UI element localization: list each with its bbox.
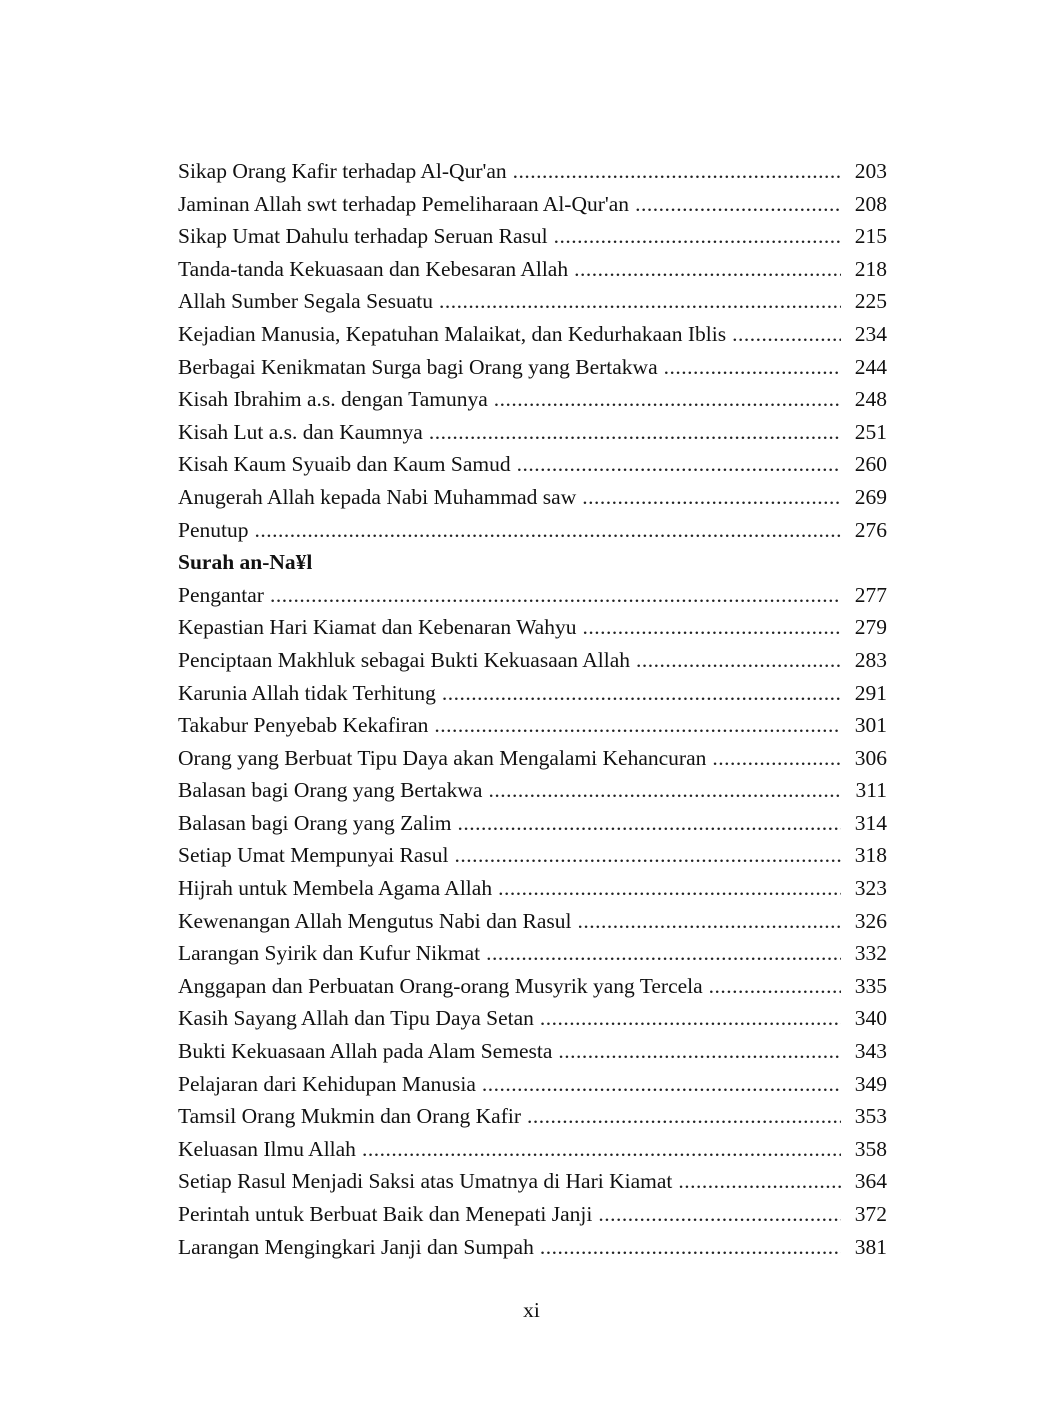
dot-leader [574,253,841,286]
toc-entry[interactable] [178,1133,887,1166]
toc-entry-page: 314 [854,810,887,835]
toc-entry[interactable] [178,1165,887,1198]
toc-entry-title: Jaminan Allah swt terhadap Pemeliharaan Al-Qur'an [178,191,630,216]
toc-entry-title: Perintah untuk Berbuat Baik dan Menepati Janji [178,1202,593,1226]
toc-entry[interactable] [178,742,887,775]
toc-entry-title: Kasih Sayang Allah dan Tipu Daya Setan [178,1006,534,1031]
dot-leader [442,677,841,710]
dot-leader [488,774,841,807]
dot-leader [429,416,841,449]
dot-leader [578,905,842,938]
toc-entry-page: 244 [854,354,887,379]
dot-leader [712,742,841,775]
dot-leader [540,1231,841,1264]
dot-leader [254,514,841,547]
toc-entry-title: Kewenangan Allah Mengutus Nabi dan Rasul [178,908,572,933]
toc-entry[interactable] [178,872,887,905]
dot-leader [517,448,841,481]
dot-leader [709,970,841,1003]
dot-leader [434,709,841,742]
dot-leader [558,1035,841,1068]
section-heading-title: Surah an-Na¥l [178,550,313,575]
dot-leader [498,872,841,905]
toc-entry[interactable] [178,970,887,1003]
dot-leader [635,188,841,221]
toc-entry[interactable] [178,644,887,677]
toc-entry-page: 301 [854,713,887,738]
toc-entry-page: 251 [854,419,887,444]
toc-entry-title: Anggapan dan Perbuatan Orang-orang Musyrik yang Tercela [178,973,703,998]
dot-leader [582,481,841,514]
toc-entry-title: Karunia Allah tidak Terhitung [178,680,436,705]
toc-entry[interactable] [178,1231,887,1264]
dot-leader [664,351,841,384]
toc-entry-title: Pengantar [178,582,264,607]
toc-entry[interactable] [178,1035,887,1068]
toc-entry-page: 381 [854,1234,887,1259]
dot-leader [494,383,841,416]
toc-entry-title: Keluasan Ilmu Allah [178,1136,356,1161]
toc-entry-page: 276 [854,517,887,542]
dot-leader [482,1068,841,1101]
toc-entry-page: 277 [854,582,887,607]
toc-entry[interactable] [178,937,887,970]
toc-entry-page: 283 [854,647,887,672]
dot-leader [513,155,841,188]
toc-entry-title: Berbagai Kenikmatan Surga bagi Orang yang Bertakwa [178,354,658,379]
dot-leader [540,1002,841,1035]
toc-entry[interactable] [178,253,887,286]
toc-entry[interactable] [178,1198,887,1231]
toc-entry[interactable] [178,709,887,742]
toc-entry-title: Kisah Kaum Syuaib dan Kaum Samud [178,452,511,477]
toc-entry-title: Balasan bagi Orang yang Bertakwa [178,778,483,803]
toc-entry[interactable] [178,611,887,644]
toc-entry-title: Takabur Penyebab Kekafiran [178,713,429,738]
toc-entry[interactable] [178,579,887,612]
dot-leader [582,611,841,644]
dot-leader [678,1165,841,1198]
toc-entry-page: 248 [854,387,887,412]
toc-entry[interactable] [178,481,887,514]
dot-leader [455,839,841,872]
toc-entry-page: 260 [854,452,887,477]
section-heading[interactable] [178,546,887,579]
toc-entry-title: Pelajaran dari Kehidupan Manusia [178,1071,476,1096]
toc-entry-page: 291 [854,680,887,705]
toc-entry-page: 326 [854,908,887,933]
dot-leader [486,937,841,970]
toc-entry-page: 215 [854,224,887,249]
dot-leader [636,644,841,677]
toc-entry-page: 349 [854,1071,887,1096]
toc-entry[interactable] [178,285,887,318]
toc-entry[interactable] [178,220,887,253]
toc-entry-title: Kejadian Manusia, Kepatuhan Malaikat, dan Kedurhakaan Iblis [178,321,727,346]
toc-entry[interactable] [178,188,887,221]
toc-entry[interactable] [178,448,887,481]
toc-entry-title: Setiap Umat Mempunyai Rasul [178,843,449,868]
toc-entry-page: 306 [854,745,887,770]
toc-entry-title: Larangan Syirik dan Kufur Nikmat [178,941,481,966]
toc-entry-title: Hijrah untuk Membela Agama Allah [178,876,493,901]
toc-entry[interactable] [178,514,887,547]
toc-entry[interactable] [178,155,887,188]
toc-entry-title: Orang yang Berbuat Tipu Daya akan Mengalami Kehancuran [178,745,707,770]
toc-entry-page: 332 [854,941,887,966]
toc-entry-page: 269 [854,484,887,509]
toc-entry-title: Tanda-tanda Kekuasaan dan Kebesaran Allah [178,256,569,281]
toc-entry-title: Sikap Orang Kafir terhadap Al-Qur'an [178,159,507,183]
toc-entry-title: Allah Sumber Segala Sesuatu [178,289,433,314]
dot-leader [554,220,841,253]
dot-leader [527,1100,841,1133]
toc-entry-page: 335 [854,973,887,998]
toc-entry[interactable] [178,677,887,710]
toc-entry-page: 208 [854,191,887,216]
page-number: xi [523,1298,540,1322]
toc-entry-page: 218 [854,256,887,281]
toc-entry-page: 353 [854,1104,887,1129]
toc-entry-page: 358 [854,1136,887,1161]
toc-entry-page: 364 [854,1169,887,1194]
dot-leader [270,579,841,612]
toc-entry-title: Bukti Kekuasaan Allah pada Alam Semesta [178,1039,553,1064]
toc-entry-title: Anugerah Allah kepada Nabi Muhammad saw [178,484,577,509]
toc-entry-title: Larangan Mengingkari Janji dan Sumpah [178,1234,534,1259]
toc-entry[interactable] [178,807,887,840]
toc-entry-title: Setiap Rasul Menjadi Saksi atas Umatnya di Hari Kiamat [178,1169,673,1194]
dot-leader [732,318,841,351]
toc-entry-page: 234 [854,321,887,346]
toc-entry-page: 203 [854,159,887,183]
toc-entry[interactable] [178,1002,887,1035]
toc-entry-page: 225 [854,289,887,314]
toc-entry-page: 311 [855,778,887,803]
toc-entry[interactable] [178,774,887,807]
toc-entry-page: 318 [854,843,887,868]
toc-entry[interactable] [178,905,887,938]
toc-entry-title: Tamsil Orang Mukmin dan Orang Kafir [178,1104,522,1129]
toc-entry[interactable] [178,839,887,872]
dot-leader [598,1198,841,1231]
toc-entry-page: 372 [854,1202,887,1226]
toc-entry-page: 279 [854,615,887,640]
toc-entry[interactable] [178,351,887,384]
toc-entry[interactable] [178,318,887,351]
toc-entry-title: Kisah Ibrahim a.s. dengan Tamunya [178,387,488,412]
toc-entry-page: 340 [854,1006,887,1031]
table-of-contents [178,155,887,1263]
toc-entry-page: 343 [854,1039,887,1064]
dot-leader [457,807,841,840]
toc-entry-title: Sikap Umat Dahulu terhadap Seruan Rasul [178,224,548,249]
toc-entry-page: 323 [854,876,887,901]
toc-entry[interactable] [178,416,887,449]
toc-entry-title: Balasan bagi Orang yang Zalim [178,810,452,835]
dot-leader [439,285,841,318]
toc-entry[interactable] [178,383,887,416]
toc-entry-title: Kepastian Hari Kiamat dan Kebenaran Wahyu [178,615,577,640]
dot-leader [362,1133,841,1166]
toc-entry-title: Penciptaan Makhluk sebagai Bukti Kekuasaan Allah [178,647,630,672]
toc-entry-title: Penutup [178,517,249,542]
toc-entry-title: Kisah Lut a.s. dan Kaumnya [178,419,423,444]
toc-entry[interactable] [178,1068,887,1101]
toc-entry[interactable] [178,1100,887,1133]
